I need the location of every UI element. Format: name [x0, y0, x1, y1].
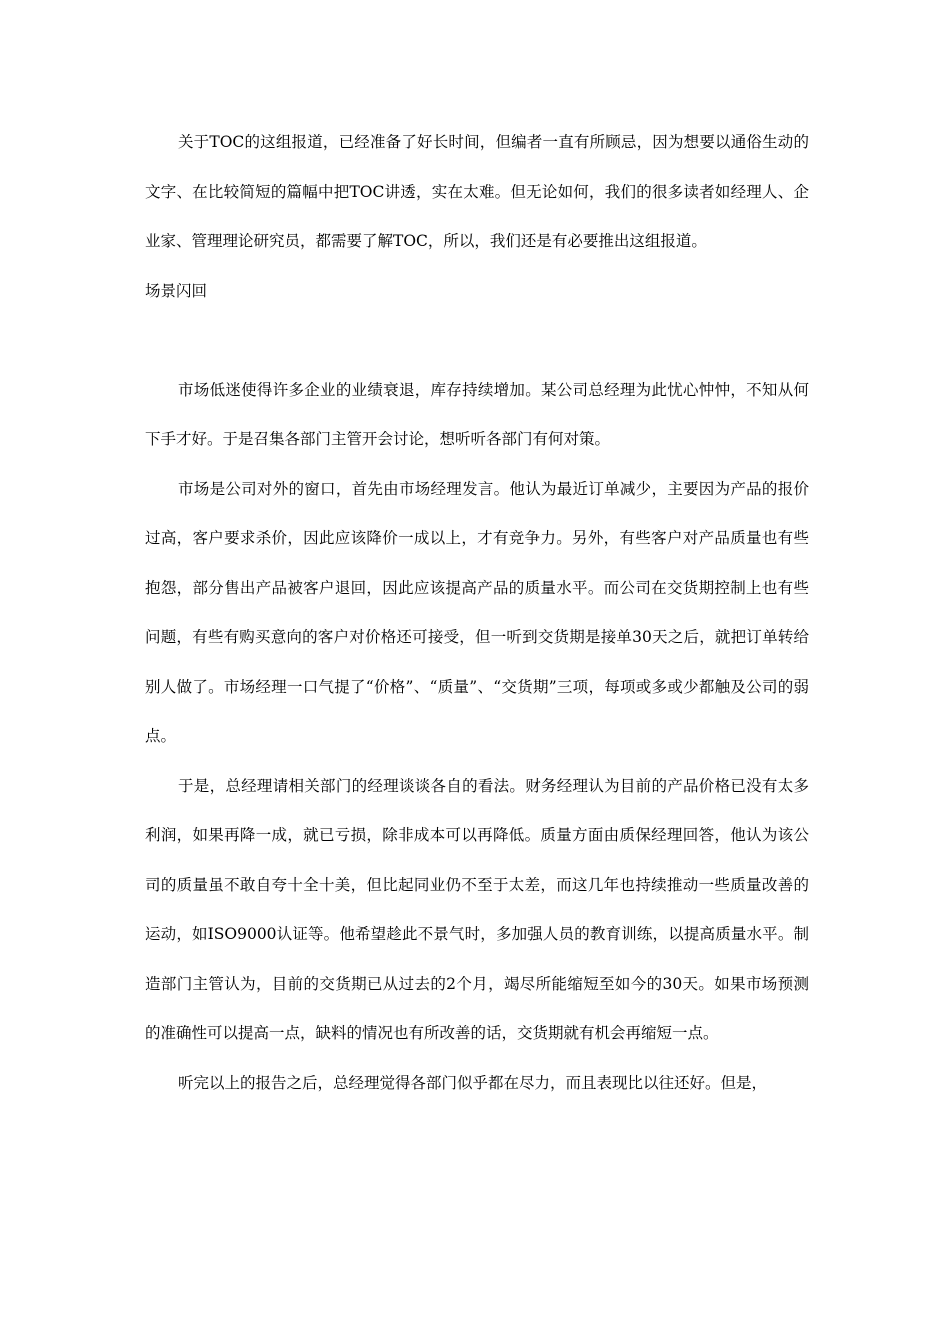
- document-body: [145, 118, 809, 1108]
- body-paragraph-1: 市场低迷使得许多企业的业绩衰退，库存持续增加。某公司总经理为此忧心忡忡，不知从何下手才好。于是召集各部门主管开会讨论，想听听各部门有何对策。: [145, 380, 809, 448]
- section-spacer: [145, 316, 809, 366]
- section-title: 场景闪回: [145, 281, 208, 300]
- intro-paragraph: 关于TOC的这组报道，已经准备了好长时间，但编者一直有所顾忌，因为想要以通俗生动的文字、在比较简短的篇幅中把TOC讲透，实在太难。但无论如何，我们的很多读者如经理人、企业家、管理理论研究员，都需要了解TOC，所以，我们还是有必要推出这组报道。: [145, 133, 809, 250]
- body-paragraph-4: 听完以上的报告之后，总经理觉得各部门似乎都在尽力，而且表现比以往还好。但是，: [178, 1073, 768, 1092]
- body-paragraph-3: 于是，总经理请相关部门的经理谈谈各自的看法。财务经理认为目前的产品价格已没有太多利润，如果再降一成，就已亏损，除非成本可以再降低。质量方面由质保经理回答，他认为该公司的质量虽不敢自夸十全十美，但比起同业仍不至于太差，而这几年也持续推动一些质量改善的运动，如ISO9000认证等。他希望趁此不景气时，多加强人员的教育训练，以提高质量水平。制造部门主管认为，目前的交货期已从过去的2个月，竭尽所能缩短至如今的30天。如果市场预测的准确性可以提高一点，缺料的情况也有所改善的话，交货期就有机会再缩短一点。: [145, 776, 809, 1042]
- body-paragraph-2: 市场是公司对外的窗口，首先由市场经理发言。他认为最近订单减少，主要因为产品的报价过高，客户要求杀价，因此应该降价一成以上，才有竞争力。另外，有些客户对产品质量也有些抱怨，部分售出产品被客户退回，因此应该提高产品的质量水平。而公司在交货期控制上也有些问题，有些有购买意向的客户对价格还可接受，但一听到交货期是接单30天之后，就把订单转给别人做了。市场经理一口气提了“价格”、“质量”、“交货期”三项，每项或多或少都触及公司的弱点。: [145, 479, 809, 745]
